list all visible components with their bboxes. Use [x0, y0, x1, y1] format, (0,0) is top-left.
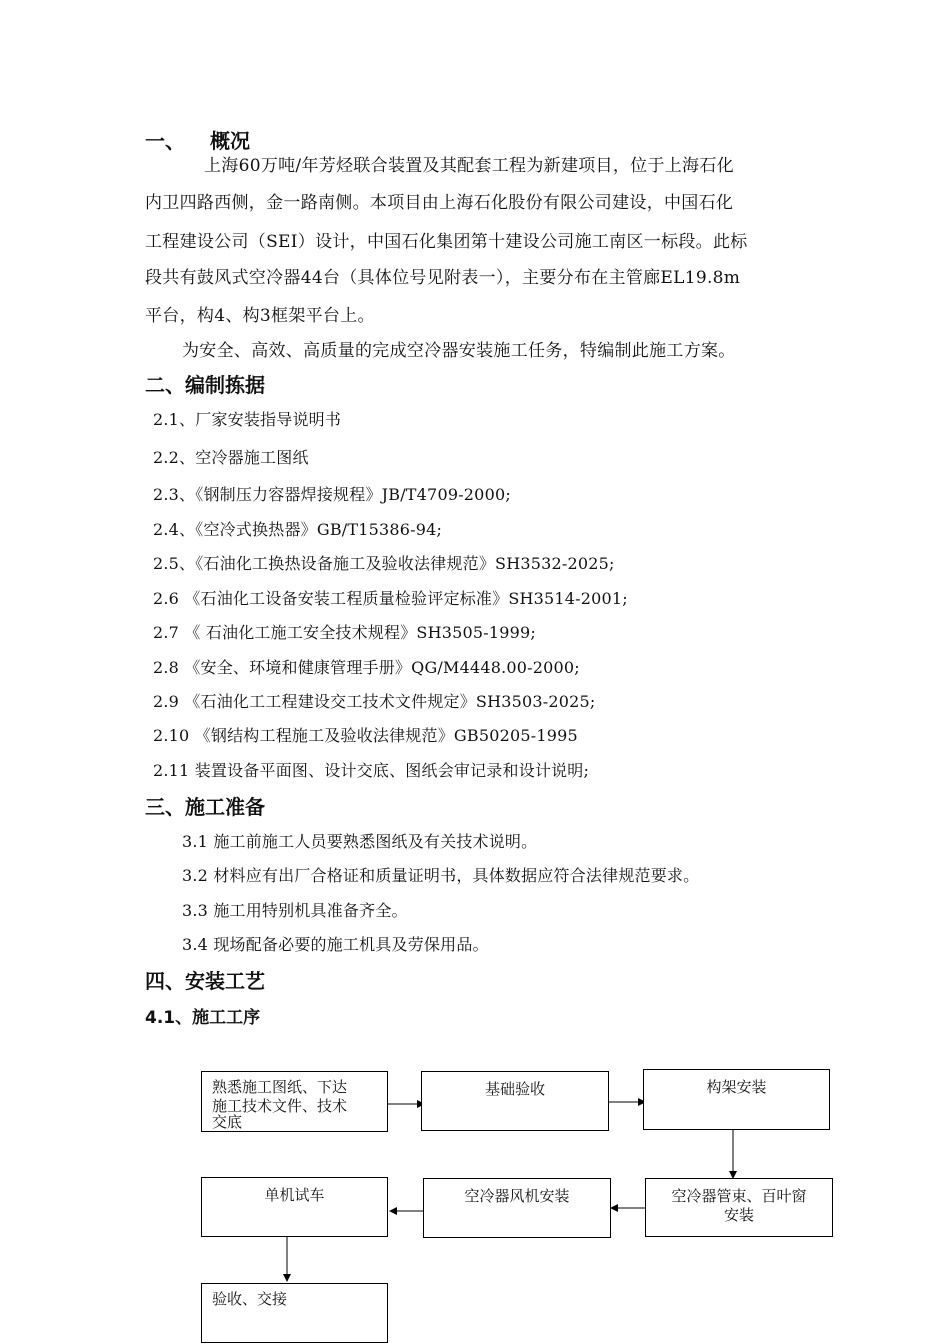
flow-step-text: 空冷器管束、百叶窗 [671, 1187, 807, 1205]
section2-title: 二、编制拣据 [145, 373, 265, 397]
section4-title: 四、安装工艺 [145, 969, 265, 993]
preparation-item: 3.2 材料应有出厂合格证和质量证明书，具体数据应符合法律规范要求。 [182, 866, 700, 885]
reference-item: 2.3、《钢制压力容器焊接规程》JB/T4709-2000; [153, 485, 511, 504]
section3-title: 三、施工准备 [145, 795, 265, 819]
flow-step-fan-installation [423, 1178, 611, 1238]
reference-item: 2.8 《安全、环境和健康管理手册》QG/M4448.00-2000; [153, 658, 580, 677]
section4-subtitle: 4.1、施工工序 [145, 1008, 261, 1028]
flow-step-text: 交底 [212, 1113, 243, 1131]
reference-item: 2.5、《石油化工换热设备施工及验收法律规范》SH3532-2025; [153, 554, 615, 573]
flow-step-text: 熟悉施工图纸、下达 [212, 1078, 348, 1096]
preparation-item: 3.1 施工前施工人员要熟悉图纸及有关技术说明。 [182, 832, 538, 851]
reference-item: 2.2、空冷器施工图纸 [153, 448, 309, 467]
section1-paragraph-line: 内卫四路西侧，金一路南侧。本项目由上海石化股份有限公司建设，中国石化 [145, 193, 734, 213]
flow-step-text: 施工技术文件、技术 [212, 1097, 348, 1115]
preparation-item: 3.4 现场配备必要的施工机具及劳保用品。 [182, 935, 489, 954]
reference-item: 2.4、《空冷式换热器》GB/T15386-94; [153, 520, 443, 539]
reference-item: 2.1、厂家安装指导说明书 [153, 410, 342, 429]
reference-item: 2.11 装置设备平面图、设计交底、图纸会审记录和设计说明; [153, 761, 590, 780]
flow-step-text: 空冷器风机安装 [464, 1187, 570, 1205]
preparation-item: 3.3 施工用特别机具准备齐全。 [182, 901, 408, 920]
section1-paragraph-line: 工程建设公司（SEI）设计，中国石化集团第十建设公司施工南区一标段。此标 [145, 232, 748, 252]
flow-step-text: 构架安装 [706, 1078, 767, 1096]
flow-step-acceptance-handover [201, 1283, 388, 1343]
flow-step-frame-installation [643, 1069, 830, 1130]
flow-step-text: 基础验收 [484, 1080, 545, 1098]
section1-paragraph-line: 段共有鼓风式空冷器44台（具体位号见附表一），主要分布在主管廊EL19.8m [145, 268, 741, 288]
flow-step-familiarize-drawings [201, 1071, 388, 1132]
flow-step-foundation-inspection [421, 1071, 609, 1131]
section1-paragraph-line: 为安全、高效、高质量的完成空冷器安装施工任务，特编制此施工方案。 [182, 341, 736, 361]
flow-step-text: 安装 [723, 1206, 754, 1224]
reference-item: 2.9 《石油化工工程建设交工技术文件规定》SH3503-2025; [153, 692, 596, 711]
flow-step-text: 单机试车 [264, 1186, 325, 1204]
section1-number: 一、 [145, 129, 185, 153]
flow-step-single-unit-test-run [201, 1177, 388, 1237]
section1-paragraph-line: 平台，构4、构3框架平台上。 [145, 306, 375, 326]
reference-item: 2.10 《钢结构工程施工及验收法律规范》GB50205-1995 [153, 726, 578, 745]
section1-title: 概况 [210, 129, 250, 153]
flow-step-tube-bundle-louver-installation [645, 1178, 833, 1237]
flow-step-text: 验收、交接 [212, 1290, 288, 1308]
reference-item: 2.6 《石油化工设备安装工程质量检验评定标准》SH3514-2001; [153, 589, 628, 608]
section1-paragraph-line: 上海60万吨/年芳烃联合装置及其配套工程为新建项目，位于上海石化 [204, 156, 734, 176]
reference-item: 2.7 《 石油化工施工安全技术规程》SH3505-1999; [153, 623, 536, 642]
